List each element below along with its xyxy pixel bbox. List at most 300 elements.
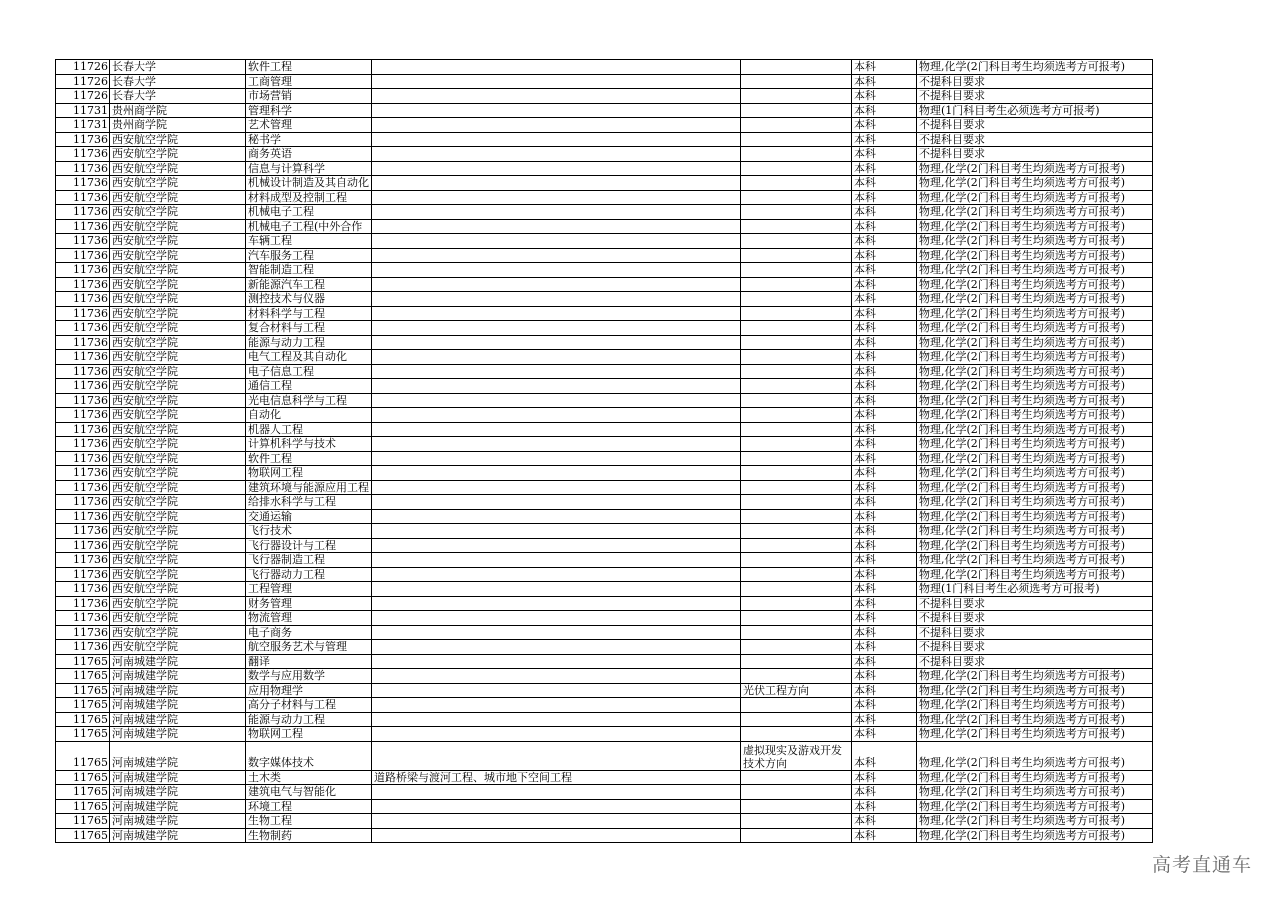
included-majors-cell [372, 437, 741, 452]
table-row [56, 451, 1153, 466]
major-name-cell: 信息与计算科学 [246, 161, 372, 176]
school-name-cell: 长春大学 [110, 60, 246, 75]
school-name-cell: 西安航空学院 [110, 176, 246, 191]
table-row [56, 814, 1153, 829]
major-direction-cell [741, 74, 852, 89]
school-code-cell: 11736 [56, 553, 110, 568]
major-direction-cell [741, 785, 852, 800]
school-code-cell: 11736 [56, 248, 110, 263]
level-cell: 本科 [852, 524, 917, 539]
subject-requirement-cell: 物理,化学(2门科目考生均须选考方可报考) [917, 422, 1153, 437]
school-code-cell: 11726 [56, 60, 110, 75]
level-cell: 本科 [852, 74, 917, 89]
school-name-cell: 河南城建学院 [110, 712, 246, 727]
included-majors-cell [372, 379, 741, 394]
included-majors-cell [372, 828, 741, 843]
subject-requirement-cell: 物理,化学(2门科目考生均须选考方可报考) [917, 480, 1153, 495]
major-direction-cell [741, 393, 852, 408]
major-direction-cell [741, 625, 852, 640]
major-direction-cell [741, 553, 852, 568]
subject-requirement-cell: 物理,化学(2门科目考生均须选考方可报考) [917, 408, 1153, 423]
table-row [56, 480, 1153, 495]
table-row [56, 147, 1153, 162]
subject-requirement-cell: 不提科目要求 [917, 74, 1153, 89]
school-code-cell: 11736 [56, 495, 110, 510]
major-name-cell: 能源与动力工程 [246, 335, 372, 350]
school-code-cell: 11736 [56, 176, 110, 191]
subject-requirement-cell: 物理,化学(2门科目考生均须选考方可报考) [917, 814, 1153, 829]
table-row [56, 538, 1153, 553]
level-cell: 本科 [852, 698, 917, 713]
subject-requirement-cell: 物理,化学(2门科目考生均须选考方可报考) [917, 799, 1153, 814]
table-row [56, 306, 1153, 321]
school-name-cell: 西安航空学院 [110, 263, 246, 278]
major-name-cell: 材料科学与工程 [246, 306, 372, 321]
school-name-cell: 河南城建学院 [110, 799, 246, 814]
major-direction-cell [741, 640, 852, 655]
table-row [56, 567, 1153, 582]
school-code-cell: 11736 [56, 509, 110, 524]
school-name-cell: 西安航空学院 [110, 509, 246, 524]
school-name-cell: 河南城建学院 [110, 741, 246, 770]
table-row [56, 161, 1153, 176]
major-name-cell: 计算机科学与技术 [246, 437, 372, 452]
school-name-cell: 西安航空学院 [110, 640, 246, 655]
subject-requirement-cell: 物理,化学(2门科目考生均须选考方可报考) [917, 770, 1153, 785]
school-code-cell: 11765 [56, 814, 110, 829]
level-cell: 本科 [852, 292, 917, 307]
table-row [56, 625, 1153, 640]
school-name-cell: 河南城建学院 [110, 683, 246, 698]
major-direction-cell [741, 654, 852, 669]
table-row [56, 727, 1153, 742]
included-majors-cell [372, 118, 741, 133]
major-name-cell: 机器人工程 [246, 422, 372, 437]
major-name-cell: 机械电子工程 [246, 205, 372, 220]
table-row [56, 292, 1153, 307]
school-code-cell: 11736 [56, 161, 110, 176]
school-code-cell: 11736 [56, 277, 110, 292]
included-majors-cell [372, 263, 741, 278]
major-name-cell: 软件工程 [246, 60, 372, 75]
subject-requirement-cell: 物理,化学(2门科目考生均须选考方可报考) [917, 205, 1153, 220]
school-name-cell: 西安航空学院 [110, 451, 246, 466]
major-name-cell: 生物工程 [246, 814, 372, 829]
subject-requirement-cell: 物理,化学(2门科目考生均须选考方可报考) [917, 234, 1153, 249]
level-cell: 本科 [852, 364, 917, 379]
subject-requirement-cell: 物理,化学(2门科目考生均须选考方可报考) [917, 364, 1153, 379]
table-row [56, 509, 1153, 524]
major-direction-cell [741, 364, 852, 379]
level-cell: 本科 [852, 611, 917, 626]
level-cell: 本科 [852, 219, 917, 234]
subject-requirement-cell: 物理,化学(2门科目考生均须选考方可报考) [917, 350, 1153, 365]
major-direction-cell [741, 538, 852, 553]
school-name-cell: 河南城建学院 [110, 770, 246, 785]
table-row [56, 60, 1153, 75]
school-name-cell: 西安航空学院 [110, 190, 246, 205]
school-code-cell: 11736 [56, 640, 110, 655]
included-majors-cell [372, 654, 741, 669]
included-majors-cell [372, 495, 741, 510]
table-row [56, 103, 1153, 118]
level-cell: 本科 [852, 582, 917, 597]
level-cell: 本科 [852, 321, 917, 336]
school-name-cell: 西安航空学院 [110, 408, 246, 423]
major-direction-cell [741, 727, 852, 742]
school-code-cell: 11736 [56, 611, 110, 626]
school-name-cell: 西安航空学院 [110, 596, 246, 611]
school-name-cell: 贵州商学院 [110, 103, 246, 118]
major-direction-cell [741, 770, 852, 785]
school-name-cell: 西安航空学院 [110, 335, 246, 350]
included-majors-cell [372, 596, 741, 611]
table-row [56, 683, 1153, 698]
table-row [56, 785, 1153, 800]
school-code-cell: 11736 [56, 292, 110, 307]
school-code-cell: 11765 [56, 669, 110, 684]
school-name-cell: 西安航空学院 [110, 364, 246, 379]
subject-requirement-cell: 物理,化学(2门科目考生均须选考方可报考) [917, 393, 1153, 408]
school-code-cell: 11765 [56, 741, 110, 770]
school-name-cell: 西安航空学院 [110, 321, 246, 336]
included-majors-cell [372, 292, 741, 307]
major-name-cell: 电子信息工程 [246, 364, 372, 379]
level-cell: 本科 [852, 712, 917, 727]
major-direction-cell: 虚拟现实及游戏开发技术方向 [741, 741, 852, 770]
included-majors-cell [372, 785, 741, 800]
major-name-cell: 应用物理学 [246, 683, 372, 698]
school-name-cell: 西安航空学院 [110, 132, 246, 147]
school-code-cell: 11765 [56, 698, 110, 713]
level-cell: 本科 [852, 190, 917, 205]
included-majors-cell [372, 582, 741, 597]
table-row [56, 89, 1153, 104]
school-name-cell: 河南城建学院 [110, 814, 246, 829]
table-row [56, 553, 1153, 568]
table-row [56, 466, 1153, 481]
included-majors-cell [372, 741, 741, 770]
table-row [56, 712, 1153, 727]
school-name-cell: 西安航空学院 [110, 219, 246, 234]
level-cell: 本科 [852, 466, 917, 481]
subject-requirement-cell: 物理,化学(2门科目考生均须选考方可报考) [917, 567, 1153, 582]
school-name-cell: 西安航空学院 [110, 495, 246, 510]
school-code-cell: 11736 [56, 437, 110, 452]
school-name-cell: 西安航空学院 [110, 437, 246, 452]
major-direction-cell [741, 799, 852, 814]
included-majors-cell [372, 524, 741, 539]
level-cell: 本科 [852, 596, 917, 611]
major-direction-cell [741, 582, 852, 597]
school-code-cell: 11736 [56, 538, 110, 553]
major-name-cell: 机械设计制造及其自动化 [246, 176, 372, 191]
school-name-cell: 西安航空学院 [110, 393, 246, 408]
level-cell: 本科 [852, 263, 917, 278]
level-cell: 本科 [852, 422, 917, 437]
school-name-cell: 西安航空学院 [110, 422, 246, 437]
school-code-cell: 11736 [56, 422, 110, 437]
major-direction-cell [741, 698, 852, 713]
major-direction-cell [741, 814, 852, 829]
subject-requirement-cell: 物理,化学(2门科目考生均须选考方可报考) [917, 248, 1153, 263]
major-direction-cell [741, 596, 852, 611]
major-name-cell: 飞行器动力工程 [246, 567, 372, 582]
level-cell: 本科 [852, 567, 917, 582]
school-code-cell: 11736 [56, 306, 110, 321]
level-cell: 本科 [852, 118, 917, 133]
school-code-cell: 11736 [56, 190, 110, 205]
table-row [56, 422, 1153, 437]
major-name-cell: 智能制造工程 [246, 263, 372, 278]
table-row [56, 190, 1153, 205]
major-name-cell: 市场营销 [246, 89, 372, 104]
included-majors-cell [372, 451, 741, 466]
level-cell: 本科 [852, 625, 917, 640]
school-code-cell: 11736 [56, 466, 110, 481]
school-name-cell: 河南城建学院 [110, 785, 246, 800]
major-name-cell: 环境工程 [246, 799, 372, 814]
major-name-cell: 给排水科学与工程 [246, 495, 372, 510]
subject-requirement-cell: 物理,化学(2门科目考生均须选考方可报考) [917, 524, 1153, 539]
level-cell: 本科 [852, 176, 917, 191]
subject-requirement-cell: 物理,化学(2门科目考生均须选考方可报考) [917, 538, 1153, 553]
school-code-cell: 11736 [56, 596, 110, 611]
major-name-cell: 软件工程 [246, 451, 372, 466]
level-cell: 本科 [852, 147, 917, 162]
level-cell: 本科 [852, 828, 917, 843]
school-code-cell: 11736 [56, 350, 110, 365]
school-code-cell: 11736 [56, 219, 110, 234]
included-majors-cell [372, 567, 741, 582]
level-cell: 本科 [852, 379, 917, 394]
subject-requirement-cell: 物理(1门科目考生必须选考方可报考) [917, 582, 1153, 597]
school-name-cell: 西安航空学院 [110, 611, 246, 626]
major-direction-cell [741, 190, 852, 205]
included-majors-cell [372, 219, 741, 234]
subject-requirement-cell: 物理,化学(2门科目考生均须选考方可报考) [917, 509, 1153, 524]
level-cell: 本科 [852, 408, 917, 423]
subject-requirement-cell: 不提科目要求 [917, 132, 1153, 147]
level-cell: 本科 [852, 640, 917, 655]
level-cell: 本科 [852, 814, 917, 829]
major-direction-cell [741, 89, 852, 104]
included-majors-cell [372, 277, 741, 292]
major-name-cell: 复合材料与工程 [246, 321, 372, 336]
included-majors-cell [372, 306, 741, 321]
school-name-cell: 西安航空学院 [110, 248, 246, 263]
major-direction-cell [741, 205, 852, 220]
school-name-cell: 西安航空学院 [110, 379, 246, 394]
table-row [56, 799, 1153, 814]
major-direction-cell [741, 712, 852, 727]
major-name-cell: 高分子材料与工程 [246, 698, 372, 713]
school-name-cell: 西安航空学院 [110, 567, 246, 582]
included-majors-cell [372, 234, 741, 249]
school-name-cell: 长春大学 [110, 74, 246, 89]
level-cell: 本科 [852, 205, 917, 220]
level-cell: 本科 [852, 277, 917, 292]
major-name-cell: 数学与应用数学 [246, 669, 372, 684]
school-code-cell: 11765 [56, 727, 110, 742]
major-direction-cell [741, 509, 852, 524]
level-cell: 本科 [852, 509, 917, 524]
subject-requirement-cell: 物理,化学(2门科目考生均须选考方可报考) [917, 437, 1153, 452]
table-row [56, 669, 1153, 684]
school-name-cell: 河南城建学院 [110, 669, 246, 684]
subject-requirement-cell: 不提科目要求 [917, 118, 1153, 133]
school-code-cell: 11736 [56, 234, 110, 249]
major-name-cell: 飞行技术 [246, 524, 372, 539]
level-cell: 本科 [852, 480, 917, 495]
level-cell: 本科 [852, 654, 917, 669]
major-name-cell: 商务英语 [246, 147, 372, 162]
school-name-cell: 西安航空学院 [110, 466, 246, 481]
major-direction-cell [741, 828, 852, 843]
major-name-cell: 管理科学 [246, 103, 372, 118]
included-majors-cell [372, 176, 741, 191]
major-name-cell: 能源与动力工程 [246, 712, 372, 727]
major-direction-cell [741, 60, 852, 75]
table-row [56, 654, 1153, 669]
subject-requirement-cell: 物理,化学(2门科目考生均须选考方可报考) [917, 669, 1153, 684]
school-name-cell: 西安航空学院 [110, 480, 246, 495]
major-name-cell: 汽车服务工程 [246, 248, 372, 263]
major-name-cell: 电气工程及其自动化 [246, 350, 372, 365]
subject-requirement-cell: 物理,化学(2门科目考生均须选考方可报考) [917, 451, 1153, 466]
major-direction-cell [741, 335, 852, 350]
school-name-cell: 西安航空学院 [110, 161, 246, 176]
school-code-cell: 11736 [56, 408, 110, 423]
school-code-cell: 11736 [56, 379, 110, 394]
school-code-cell: 11736 [56, 132, 110, 147]
subject-requirement-cell: 物理,化学(2门科目考生均须选考方可报考) [917, 828, 1153, 843]
major-name-cell: 物流管理 [246, 611, 372, 626]
level-cell: 本科 [852, 350, 917, 365]
level-cell: 本科 [852, 306, 917, 321]
school-name-cell: 河南城建学院 [110, 654, 246, 669]
included-majors-cell [372, 60, 741, 75]
major-direction-cell [741, 219, 852, 234]
subject-requirement-cell: 物理,化学(2门科目考生均须选考方可报考) [917, 219, 1153, 234]
table-row [56, 640, 1153, 655]
table-row [56, 277, 1153, 292]
table-row [56, 524, 1153, 539]
level-cell: 本科 [852, 770, 917, 785]
school-code-cell: 11736 [56, 451, 110, 466]
level-cell: 本科 [852, 553, 917, 568]
watermark: 高考直通车 [1151, 854, 1252, 876]
major-direction-cell [741, 480, 852, 495]
school-code-cell: 11736 [56, 263, 110, 278]
school-code-cell: 11726 [56, 89, 110, 104]
subject-requirement-cell: 物理,化学(2门科目考生均须选考方可报考) [917, 277, 1153, 292]
table-row [56, 74, 1153, 89]
level-cell: 本科 [852, 60, 917, 75]
subject-requirement-cell: 物理,化学(2门科目考生均须选考方可报考) [917, 306, 1153, 321]
school-name-cell: 河南城建学院 [110, 698, 246, 713]
major-direction-cell [741, 292, 852, 307]
level-cell: 本科 [852, 785, 917, 800]
included-majors-cell [372, 712, 741, 727]
school-code-cell: 11736 [56, 524, 110, 539]
table-row [56, 770, 1153, 785]
included-majors-cell [372, 248, 741, 263]
school-name-cell: 西安航空学院 [110, 292, 246, 307]
school-code-cell: 11765 [56, 828, 110, 843]
included-majors-cell [372, 321, 741, 336]
major-direction-cell [741, 147, 852, 162]
school-name-cell: 西安航空学院 [110, 277, 246, 292]
included-majors-cell [372, 553, 741, 568]
included-majors-cell [372, 683, 741, 698]
school-code-cell: 11765 [56, 712, 110, 727]
included-majors-cell [372, 408, 741, 423]
major-direction-cell [741, 248, 852, 263]
major-name-cell: 光电信息科学与工程 [246, 393, 372, 408]
level-cell: 本科 [852, 495, 917, 510]
included-majors-cell [372, 625, 741, 640]
table-row [56, 335, 1153, 350]
included-majors-cell [372, 466, 741, 481]
major-direction-cell [741, 567, 852, 582]
major-name-cell: 秘书学 [246, 132, 372, 147]
school-name-cell: 西安航空学院 [110, 524, 246, 539]
school-name-cell: 西安航空学院 [110, 147, 246, 162]
school-code-cell: 11736 [56, 582, 110, 597]
major-direction-cell [741, 277, 852, 292]
included-majors-cell [372, 364, 741, 379]
included-majors-cell [372, 393, 741, 408]
major-direction-cell [741, 466, 852, 481]
major-name-cell: 数字媒体技术 [246, 741, 372, 770]
level-cell: 本科 [852, 669, 917, 684]
subject-requirement-cell: 物理,化学(2门科目考生均须选考方可报考) [917, 553, 1153, 568]
school-name-cell: 西安航空学院 [110, 350, 246, 365]
table-row [56, 350, 1153, 365]
school-code-cell: 11731 [56, 103, 110, 118]
major-name-cell: 物联网工程 [246, 466, 372, 481]
subject-requirement-cell: 物理,化学(2门科目考生均须选考方可报考) [917, 292, 1153, 307]
included-majors-cell [372, 669, 741, 684]
school-code-cell: 11765 [56, 799, 110, 814]
subject-requirement-cell: 不提科目要求 [917, 89, 1153, 104]
level-cell: 本科 [852, 89, 917, 104]
school-code-cell: 11736 [56, 147, 110, 162]
major-name-cell: 材料成型及控制工程 [246, 190, 372, 205]
subject-requirement-cell: 物理,化学(2门科目考生均须选考方可报考) [917, 263, 1153, 278]
included-majors-cell [372, 698, 741, 713]
school-code-cell: 11765 [56, 654, 110, 669]
table-row [56, 582, 1153, 597]
level-cell: 本科 [852, 437, 917, 452]
school-name-cell: 西安航空学院 [110, 582, 246, 597]
level-cell: 本科 [852, 248, 917, 263]
subject-requirement-cell: 物理,化学(2门科目考生均须选考方可报考) [917, 683, 1153, 698]
school-code-cell: 11736 [56, 625, 110, 640]
subject-requirement-cell: 物理,化学(2门科目考生均须选考方可报考) [917, 495, 1153, 510]
subject-requirement-cell: 物理,化学(2门科目考生均须选考方可报考) [917, 161, 1153, 176]
school-name-cell: 西安航空学院 [110, 234, 246, 249]
included-majors-cell [372, 727, 741, 742]
admission-requirements-table [55, 59, 1153, 843]
included-majors-cell [372, 480, 741, 495]
table-row [56, 379, 1153, 394]
table-row [56, 408, 1153, 423]
included-majors-cell [372, 205, 741, 220]
major-name-cell: 翻译 [246, 654, 372, 669]
subject-requirement-cell: 不提科目要求 [917, 640, 1153, 655]
